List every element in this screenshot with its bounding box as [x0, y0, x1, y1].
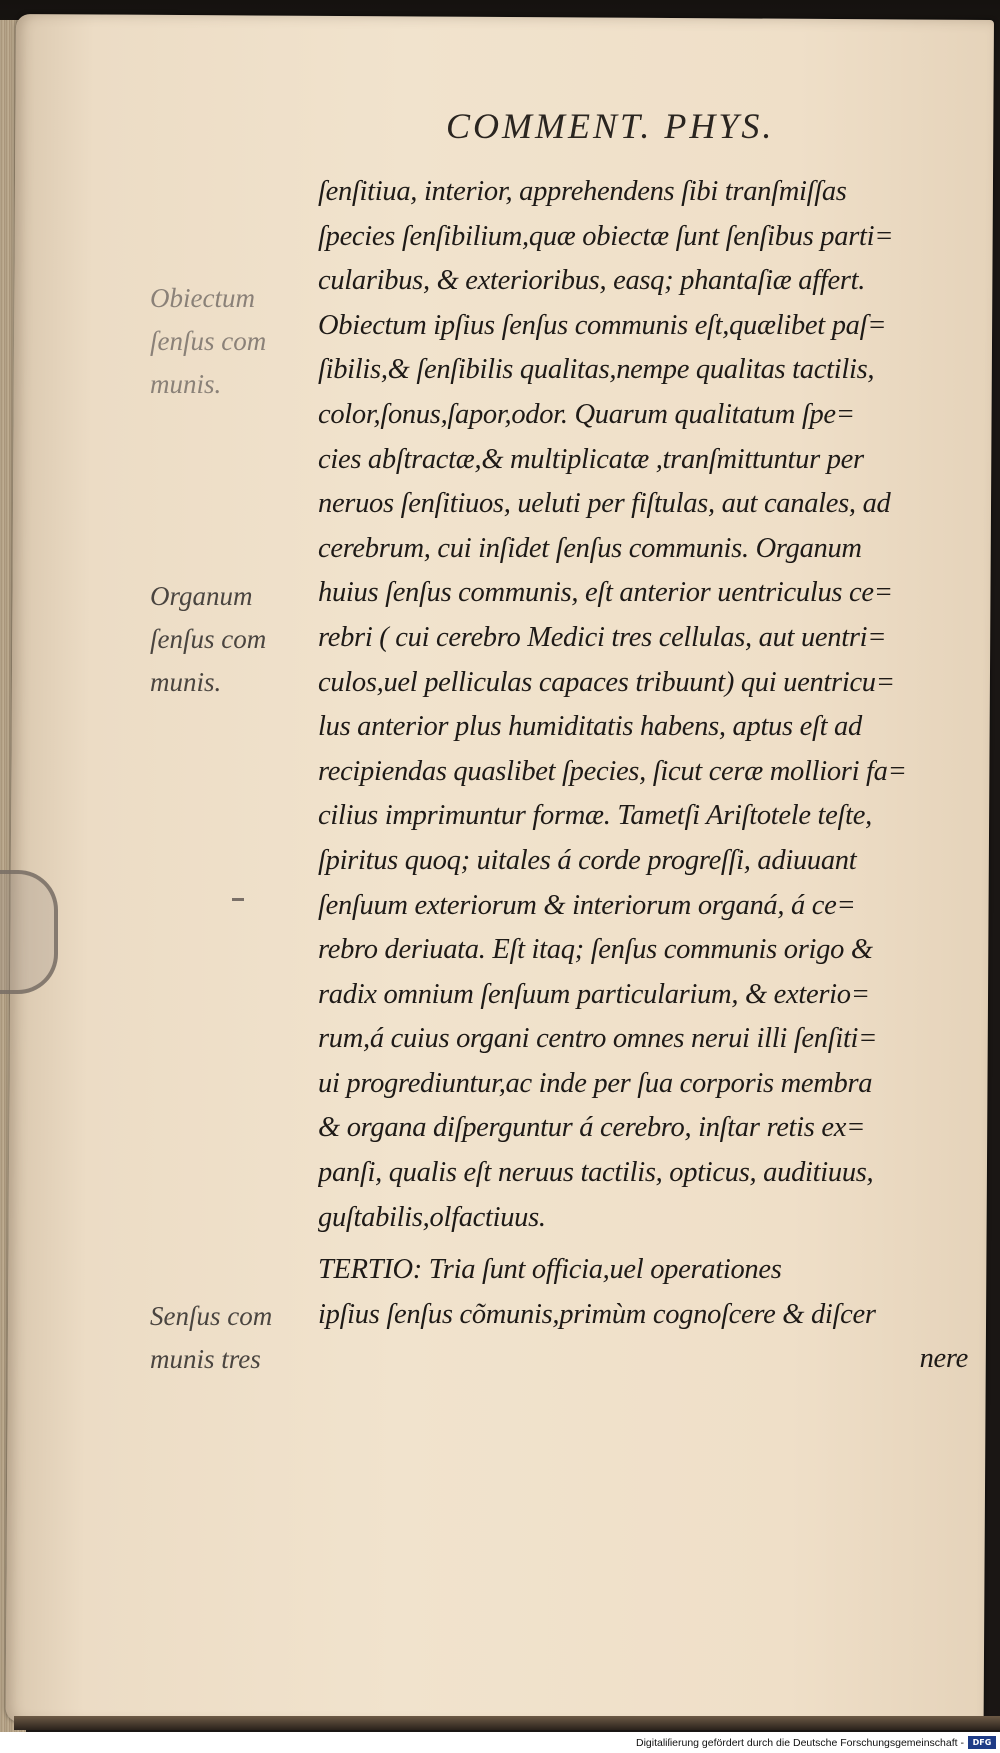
dfg-logo: DFG — [968, 1736, 996, 1749]
text-line: huius ſenſus communis, eſt anterior uentriculus ce= — [318, 577, 893, 609]
text-line: cies abſtractæ,& multiplicatæ ,tranſmittuntur per — [318, 443, 864, 475]
text-line: culos,uel pelliculas capaces tribuunt) qui uentricu= — [318, 666, 895, 698]
margin-note-sensus-tres — [150, 1295, 318, 1381]
text-line: ui progrediuntur,ac inde per ſua corporis membra — [318, 1067, 873, 1099]
text-line: cilius imprimuntur formæ. Tametſi Ariſtotele teſte, — [318, 800, 872, 832]
text-line: ſpecies ſenſibilium,quæ obiectæ ſunt ſenſibus parti= — [318, 220, 894, 252]
text-line: rebri ( cui cerebro Medici tres cellulas, aut uentri= — [318, 621, 887, 653]
margin-note-obiectum — [150, 277, 318, 406]
text-line: Obiectum ipſius ſenſus communis eſt,quælibet paſ= — [318, 309, 887, 341]
text-line: ſenſuum exteriorum & interiorum organá, á ce= — [318, 889, 856, 921]
margin-note-line: munis. — [150, 369, 222, 399]
margin-note-line: Senſus com — [150, 1301, 273, 1331]
text-line: color,ſonus,ſapor,odor. Quarum qualitatum ſpe= — [318, 398, 855, 430]
margin-note-line: ſenſus com — [150, 624, 267, 654]
text-line: lus anterior plus humiditatis habens, aptus eſt ad — [318, 711, 862, 743]
text-line: rum,á cuius organi centro omnes nerui illi ſenſiti= — [318, 1023, 878, 1055]
text-line: ſpiritus quoq; uitales á corde progreſſi, adiuuant — [318, 844, 857, 876]
margin-note-line: munis tres — [150, 1344, 261, 1374]
margin-note-line: munis. — [150, 667, 222, 697]
text-line-tertio: TERTIO: Tria ſunt officia,uel operationes — [318, 1254, 782, 1286]
text-line: panſi, qualis eſt neruus tactilis, opticus, auditiuus, — [318, 1157, 874, 1189]
text-line: recipiendas quaslibet ſpecies, ſicut ceræ molliori fa= — [318, 755, 907, 787]
text-line: guſtabilis,olfactiuus. — [318, 1201, 546, 1233]
text-line: radix omnium ſenſuum particularium, & exterio= — [318, 978, 870, 1010]
catchword: nere — [919, 1343, 968, 1375]
text-line: & organa diſperguntur á cerebro, inſtar retis ex= — [318, 1112, 866, 1144]
running-head: COMMENT. PHYS. — [446, 106, 775, 146]
text-line: ſenſitiua, interior, apprehendens ſibi tranſmiſſas — [318, 176, 847, 207]
margin-note-line: Organum — [150, 581, 253, 611]
book-clip — [0, 870, 58, 994]
margin-mark — [232, 898, 244, 901]
text-line: neruos ſenſitiuos, ueluti per fiſtulas, aut canales, ad — [318, 488, 891, 520]
margin-note-line: ſenſus com — [150, 326, 267, 356]
body-text — [318, 170, 972, 1382]
text-line: cerebrum, cui inſidet ſenſus communis. Organum — [318, 532, 862, 564]
margin-note-line: Obiectum — [150, 283, 255, 313]
page-bottom-edge — [14, 1716, 1000, 1730]
margin-note-organum — [150, 575, 318, 704]
text-line: ipſius ſenſus cõmunis,primùm cognoſcere & diſcer — [318, 1298, 876, 1330]
text-line: ſibilis,& ſenſibilis qualitas,nempe qualitas tactilis, — [318, 354, 875, 386]
footer-credit: Digitaliſierung gefördert durch die Deutsche Forschungsgemeinschaft - — [635, 1737, 964, 1749]
text-line: rebro deriuata. Eſt itaq; ſenſus communis origo & — [318, 934, 873, 966]
text-line: cularibus, & exterioribus, easq; phantaſiæ affert. — [318, 265, 866, 297]
